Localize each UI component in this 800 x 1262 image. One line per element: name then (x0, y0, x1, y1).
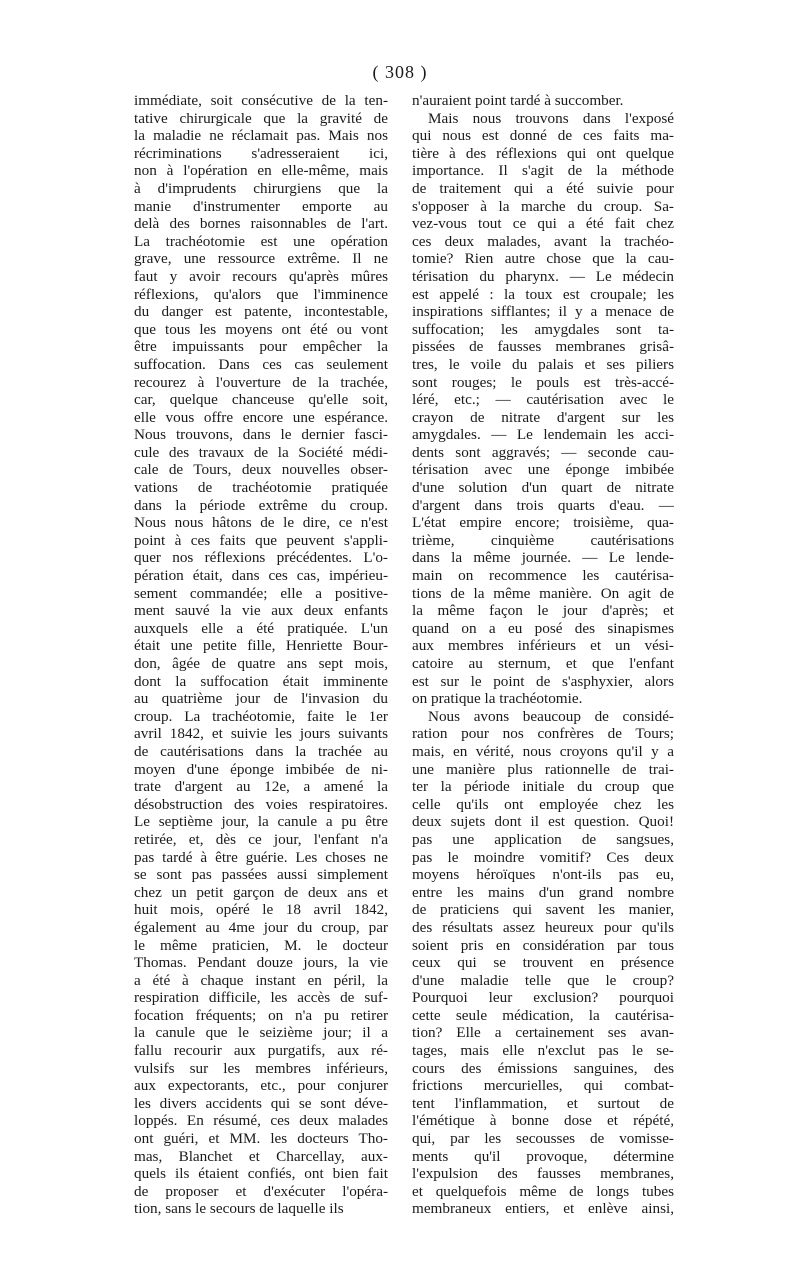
text-line: loppés. En résumé, ces deux malades (134, 1112, 388, 1130)
text-line: auxquels elle a été pratiquée. L'un (134, 619, 388, 637)
text-line: d'argent dans trois quarts d'eau. — (412, 496, 674, 514)
text-line: l'émétique à bonne dose et répété, (412, 1112, 674, 1130)
text-line: térisation du pharynx. — Le médecin (412, 267, 674, 285)
text-line: l'expulsion des fausses membranes, (412, 1165, 674, 1183)
text-line: aux expectorants, etc., pour conjurer (134, 1077, 388, 1095)
text-line: récriminations s'adresseraient ici, (134, 144, 388, 162)
text-line: pération était, dans ces cas, impérieu- (134, 567, 388, 585)
text-line: vulsifs sur les membres inférieurs, (134, 1059, 388, 1077)
text-line: est appelé : la toux est croupale; les (412, 285, 674, 303)
text-line: une manière plus rationnelle de trai- (412, 760, 674, 778)
text-line: est sur le point de s'asphyxier, alors (412, 672, 674, 690)
text-line: chez un petit garçon de deux ans et (134, 883, 388, 901)
text-line: tres, le voile du palais et ses piliers (412, 355, 674, 373)
text-line: retirée, et, dès ce jour, l'enfant n'a (134, 830, 388, 848)
text-line: vez-vous tout ce qui a été fait chez (412, 215, 674, 233)
text-line: tages, mais elle n'exclut pas le se- (412, 1042, 674, 1060)
text-line: vations de trachéotomie pratiquée (134, 479, 388, 497)
text-line: grave, une ressource extrême. Il ne (134, 250, 388, 268)
text-line: de praticiens qui savent les manier, (412, 901, 674, 919)
text-line: ment sauvé la vie aux deux enfants (134, 602, 388, 620)
text-line: celle qu'ils ont employée chez les (412, 795, 674, 813)
text-line: car, quelque chanceuse qu'elle soit, (134, 391, 388, 409)
text-line: désobstruction des voies respiratoires. (134, 795, 388, 813)
right-text-column (412, 92, 674, 1218)
text-line: point à ces faits que peuvent s'appli- (134, 531, 388, 549)
text-line: de traitement qui a été suivie pour (412, 179, 674, 197)
text-line: catoire au sternum, et que l'enfant (412, 655, 674, 672)
text-line: ration pour nos confrères de Tours; (412, 725, 674, 743)
text-line: suffocation. Dans ces cas seulement (134, 355, 388, 373)
page-number: ( 308 ) (372, 62, 428, 82)
text-line: faut y avoir recours qu'après mûres (134, 267, 388, 285)
text-line: réflexions, qu'alors que l'imminence (134, 285, 388, 303)
text-line: focation fréquents; on n'a pu retirer (134, 1006, 388, 1024)
text-line: pas le moindre vomitif? Ces deux (412, 848, 674, 866)
text-line: avril 1842, et suivie les jours suivants (134, 725, 388, 743)
text-line: respiration difficile, les accès de suf- (134, 989, 388, 1007)
text-line: membraneux entiers, et enlève ainsi, (412, 1200, 674, 1218)
text-line: quer nos réflexions précédentes. L'o- (134, 549, 388, 567)
text-line: quels ils étaient confiés, ont bien fait (134, 1165, 388, 1183)
text-line: mas, Blanchet et Charcellay, aux- (134, 1147, 388, 1165)
text-line: ter la période initiale du croup que (412, 778, 674, 796)
text-line: frictions mercurielles, qui combat- (412, 1077, 674, 1095)
text-line: amygdales. — Le lendemain les acci- (412, 426, 674, 444)
text-line: ceux qui se trouvent en présence (412, 954, 674, 972)
text-line: tière à des réflexions qui ont quelque (412, 144, 674, 162)
text-line: de cautérisations dans la trachée au (134, 742, 388, 760)
text-line: dents sont aggravés; — seconde cau- (412, 443, 674, 461)
text-line: dans la période extrême du croup. (134, 496, 388, 514)
text-line: n'auraient point tardé à succomber. (412, 92, 624, 109)
text-line: importance. Il s'agit de la méthode (412, 162, 674, 180)
text-line: aux membres inférieurs et un vési- (412, 637, 674, 655)
text-line: tions de la même manière. On agit de (412, 584, 674, 602)
text-line: s'opposer à la marche du croup. Sa- (412, 197, 674, 215)
text-line: les divers accidents qui se sont déve- (134, 1094, 388, 1112)
text-line: sont rouges; le pouls est très-accé- (412, 373, 674, 391)
text-line: entre les mains d'un grand nombre (412, 883, 674, 901)
text-line: la maladie ne réclamait pas. Mais nos (134, 127, 388, 145)
text-line: au quatrième jour de l'invasion du (134, 690, 388, 708)
text-line: que tous les moyens ont été ou vont (134, 320, 388, 338)
text-line: Nous trouvons, dans le dernier fasci- (134, 426, 388, 444)
text-line: Nous avons beaucoup de considé- (428, 707, 674, 725)
text-line: tion? Elle a certainement ses avan- (412, 1024, 674, 1042)
text-line: manie d'instrumenter emporte au (134, 197, 388, 215)
text-line: la même façon le jour d'après; et (412, 602, 674, 620)
text-line: tion, sans le secours de laquelle ils (134, 1200, 344, 1218)
text-line: tative chirurgicale que la gravité de (134, 109, 388, 127)
text-line: cule des travaux de la Société médi- (134, 443, 388, 461)
text-line: se sont pas passées aussi simplement (134, 866, 388, 884)
text-line: être impuissants pour empêcher la (134, 338, 388, 356)
text-line: la canule que le seizième jour; il a (134, 1024, 388, 1042)
text-line: dont la suffocation était imminente (134, 672, 388, 690)
text-line: des résultats assez heureux pour qu'ils (412, 918, 674, 936)
text-line: d'une maladie telle que le croup? (412, 971, 674, 989)
text-line: a été à chaque instant en péril, la (134, 971, 388, 989)
text-line: sement commandée; elle a positive- (134, 584, 388, 602)
text-line: était une petite fille, Henriette Bour- (134, 637, 388, 655)
text-line: et quelquefois même de longs tubes (412, 1182, 674, 1200)
text-line: de proposer et d'exécuter l'opéra- (134, 1182, 388, 1200)
text-line: qui, par les secousses de vomisse- (412, 1130, 674, 1148)
text-line: main on recommence les cautérisa- (412, 567, 674, 585)
text-line: soient pris en considération par tous (412, 936, 674, 954)
text-line: mais, en vérité, nous croyons qu'il y a (412, 742, 674, 760)
text-line: cette seule médication, la cautérisa- (412, 1006, 674, 1024)
text-line: non à l'opération en elle-même, mais (134, 162, 388, 180)
text-line: delà des bornes raisonnables de l'art. (134, 215, 388, 233)
text-line: le même praticien, M. le docteur (134, 936, 388, 954)
text-line: on pratique la trachéotomie. (412, 690, 583, 708)
text-line: L'état empire encore; troisième, qua- (412, 514, 674, 532)
text-line: également au 4me jour du croup, par (134, 918, 388, 936)
text-line: d'une solution d'un quart de nitrate (412, 479, 674, 497)
text-line: pissées de fausses membranes grisâ- (412, 338, 674, 356)
text-line: cale de Tours, deux nouvelles obser- (134, 461, 388, 479)
text-line: don, âgée de quatre ans sept mois, (134, 655, 388, 672)
text-line: moyens héroïques n'ont-ils pas eu, (412, 866, 674, 884)
text-line: elle vous offre encore une espérance. (134, 408, 388, 426)
text-line: Thomas. Pendant douze jours, la vie (134, 954, 388, 972)
text-line: pas une application de sangsues, (412, 830, 674, 848)
text-line: trième, cinquième cautérisations (412, 531, 674, 549)
text-line: Le septième jour, la canule a pu être (134, 813, 388, 831)
text-line: Nous nous hâtons de le dire, ce n'est (134, 514, 388, 532)
text-line: ont guéri, et MM. les docteurs Tho- (134, 1130, 388, 1148)
text-line: deux sujets dont il est question. Quoi! (412, 813, 674, 831)
text-line: du danger est patente, incontestable, (134, 303, 388, 321)
text-line: inspirations sifflantes; il y a menace de (412, 303, 674, 321)
text-line: huit mois, opéré le 18 avril 1842, (134, 901, 388, 919)
text-line: quand on a eu posé des sinapismes (412, 619, 674, 637)
text-line: recourez à l'ouverture de la trachée, (134, 373, 388, 391)
text-line: trate d'argent au 12e, a amené la (134, 778, 388, 796)
text-line: pas tardé à être guérie. Les choses ne (134, 848, 388, 866)
text-line: Mais nous trouvons dans l'exposé (428, 109, 674, 127)
text-line: qui nous est donné de ces faits ma- (412, 127, 674, 145)
text-line: fallu recourir aux purgatifs, aux ré- (134, 1042, 388, 1060)
left-text-column (134, 92, 388, 1218)
text-line: ments qu'il provoque, détermine (412, 1147, 674, 1165)
text-line: suffocation; les amygdales sont ta- (412, 320, 674, 338)
text-line: à d'imprudents chirurgiens que la (134, 179, 388, 197)
text-line: crayon de nitrate d'argent sur les (412, 408, 674, 426)
text-line: léré, etc.; — cautérisation avec le (412, 391, 674, 409)
text-line: tomie? Rien autre chose que la cau- (412, 250, 674, 268)
text-line: cours des émissions sanguines, des (412, 1059, 674, 1077)
text-line: dans la même journée. — Le lende- (412, 549, 674, 567)
text-line: Pourquoi leur exclusion? pourquoi (412, 989, 674, 1007)
text-line: croup. La trachéotomie, faite le 1er (134, 707, 388, 725)
text-line: La trachéotomie est une opération (134, 232, 388, 250)
text-line: ces deux malades, avant la trachéo- (412, 232, 674, 250)
text-line: térisation avec une éponge imbibée (412, 461, 674, 479)
text-line: moyen d'une éponge imbibée de ni- (134, 760, 388, 778)
text-line: tent l'inflammation, et surtout de (412, 1094, 674, 1112)
text-line: immédiate, soit consécutive de la ten- (134, 92, 388, 109)
